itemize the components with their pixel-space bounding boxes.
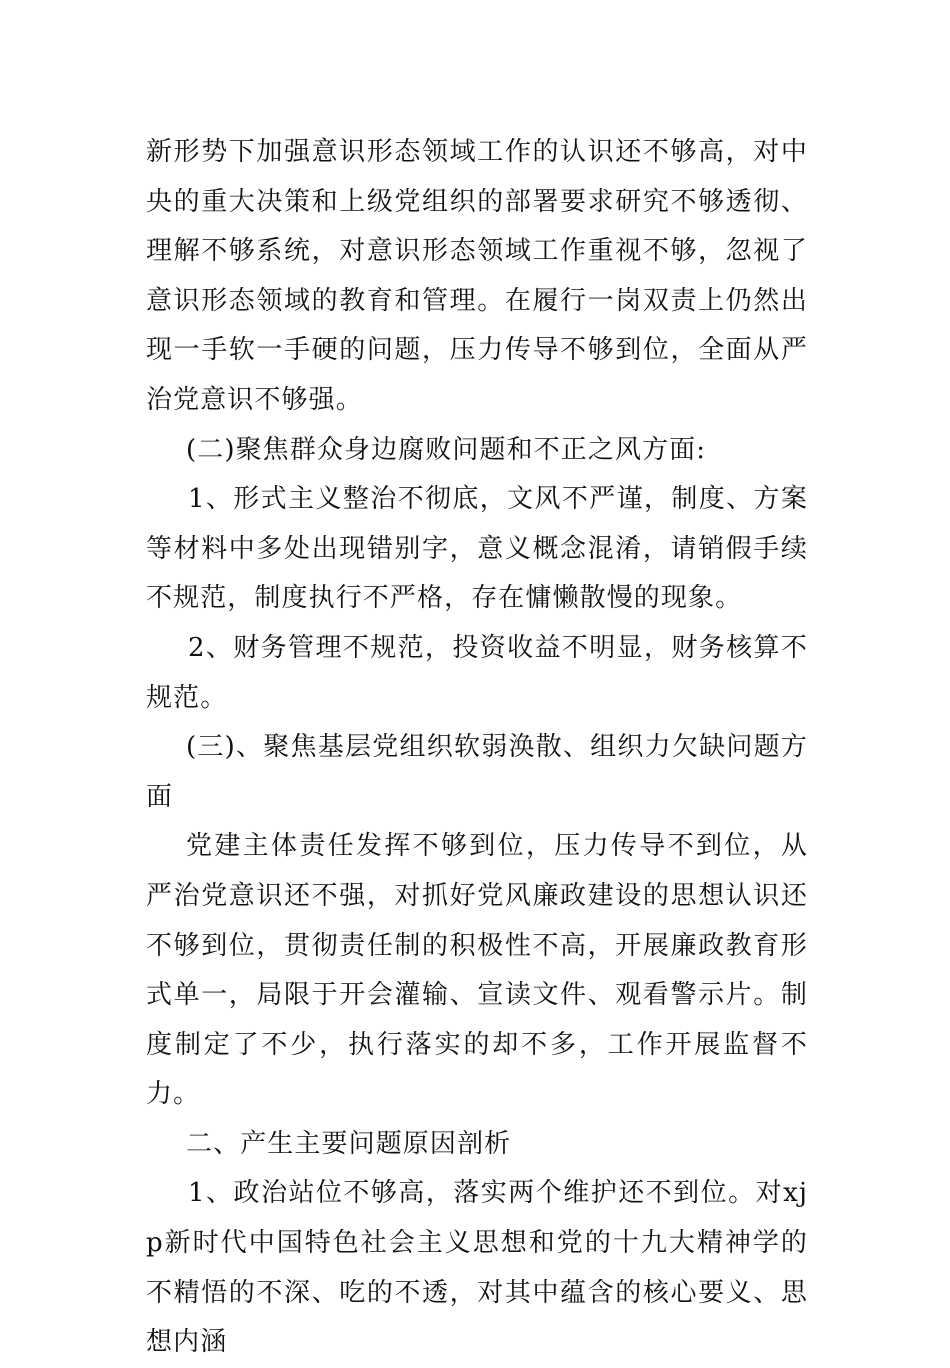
heading-cause-analysis: 二、产生主要问题原因剖析 [186, 1128, 512, 1159]
document-body [146, 128, 808, 1368]
heading-section-three: (三)、聚焦基层党组织软弱涣散、组织力欠缺问题方面 [146, 732, 808, 812]
paragraph-item-1-formalism: 1、形式主义整治不彻底，文风不严谨，制度、方案等材料中多处出现错别字，意义概念混淆，请销假手续不规范，制度执行不严格，存在慵懒散慢的现象。 [146, 484, 808, 614]
paragraph-cause-item-1: 1、政治站位不够高，落实两个维护还不到位。对xjp新时代中国特色社会主义思想和党的十九大精神学的不精悟的不深、吃的不透，对其中蕴含的核心要义、思想内涵 [146, 1178, 808, 1358]
paragraph-item-2-finance: 2、财务管理不规范，投资收益不明显，财务核算不规范。 [146, 632, 808, 713]
heading-section-two: (二)聚焦群众身边腐败问题和不正之风方面: [186, 434, 707, 465]
paragraph-ideology-work: 新形势下加强意识形态领域工作的认识还不够高，对中央的重大决策和上级党组织的部署要求研究不够透彻、理解不够系统，对意识形态领域工作重视不够，忽视了意识形态领域的教育和管理。在履行一岗双责上仍然出现一手软一手硬的问题，压力传导不够到位，全面从严治党意识不够强。 [146, 137, 808, 415]
paragraph-party-building: 党建主体责任发挥不够到位，压力传导不到位，从严治党意识还不强，对抓好党风廉政建设的思想认识还不够到位，贯彻责任制的积极性不高，开展廉政教育形式单一，局限于开会灌输、宣读文件、观看警示片。制度制定了不少，执行落实的却不多，工作开展监督不力。 [146, 831, 808, 1110]
